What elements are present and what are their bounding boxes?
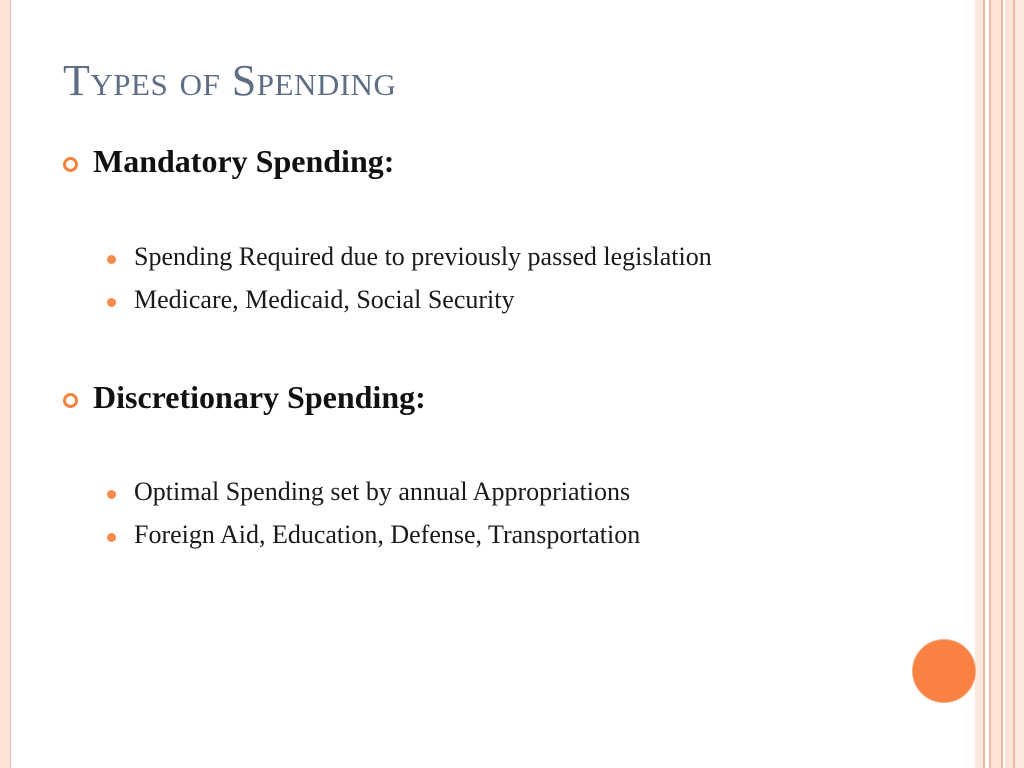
- item-bullet-icon: [107, 255, 116, 264]
- item-bullet-icon: [107, 490, 116, 499]
- slide-title: Types of Spending: [63, 56, 397, 105]
- section-heading-mandatory: Mandatory Spending:: [93, 143, 395, 179]
- list-item: Optimal Spending set by annual Appropriations: [134, 477, 631, 506]
- section-heading-discretionary: Discretionary Spending:: [93, 379, 426, 415]
- left-border-decoration: [0, 0, 11, 768]
- item-bullet-icon: [107, 298, 116, 307]
- list-item: Medicare, Medicaid, Social Security: [134, 285, 515, 314]
- section-bullet-icon: [63, 393, 78, 408]
- decorative-circle: [913, 640, 975, 702]
- section-bullet-icon: [63, 157, 78, 172]
- item-bullet-icon: [107, 533, 116, 542]
- right-stripe-decoration: [975, 0, 1024, 768]
- list-item: Foreign Aid, Education, Defense, Transportation: [134, 520, 641, 549]
- list-item: Spending Required due to previously passed legislation: [134, 242, 712, 271]
